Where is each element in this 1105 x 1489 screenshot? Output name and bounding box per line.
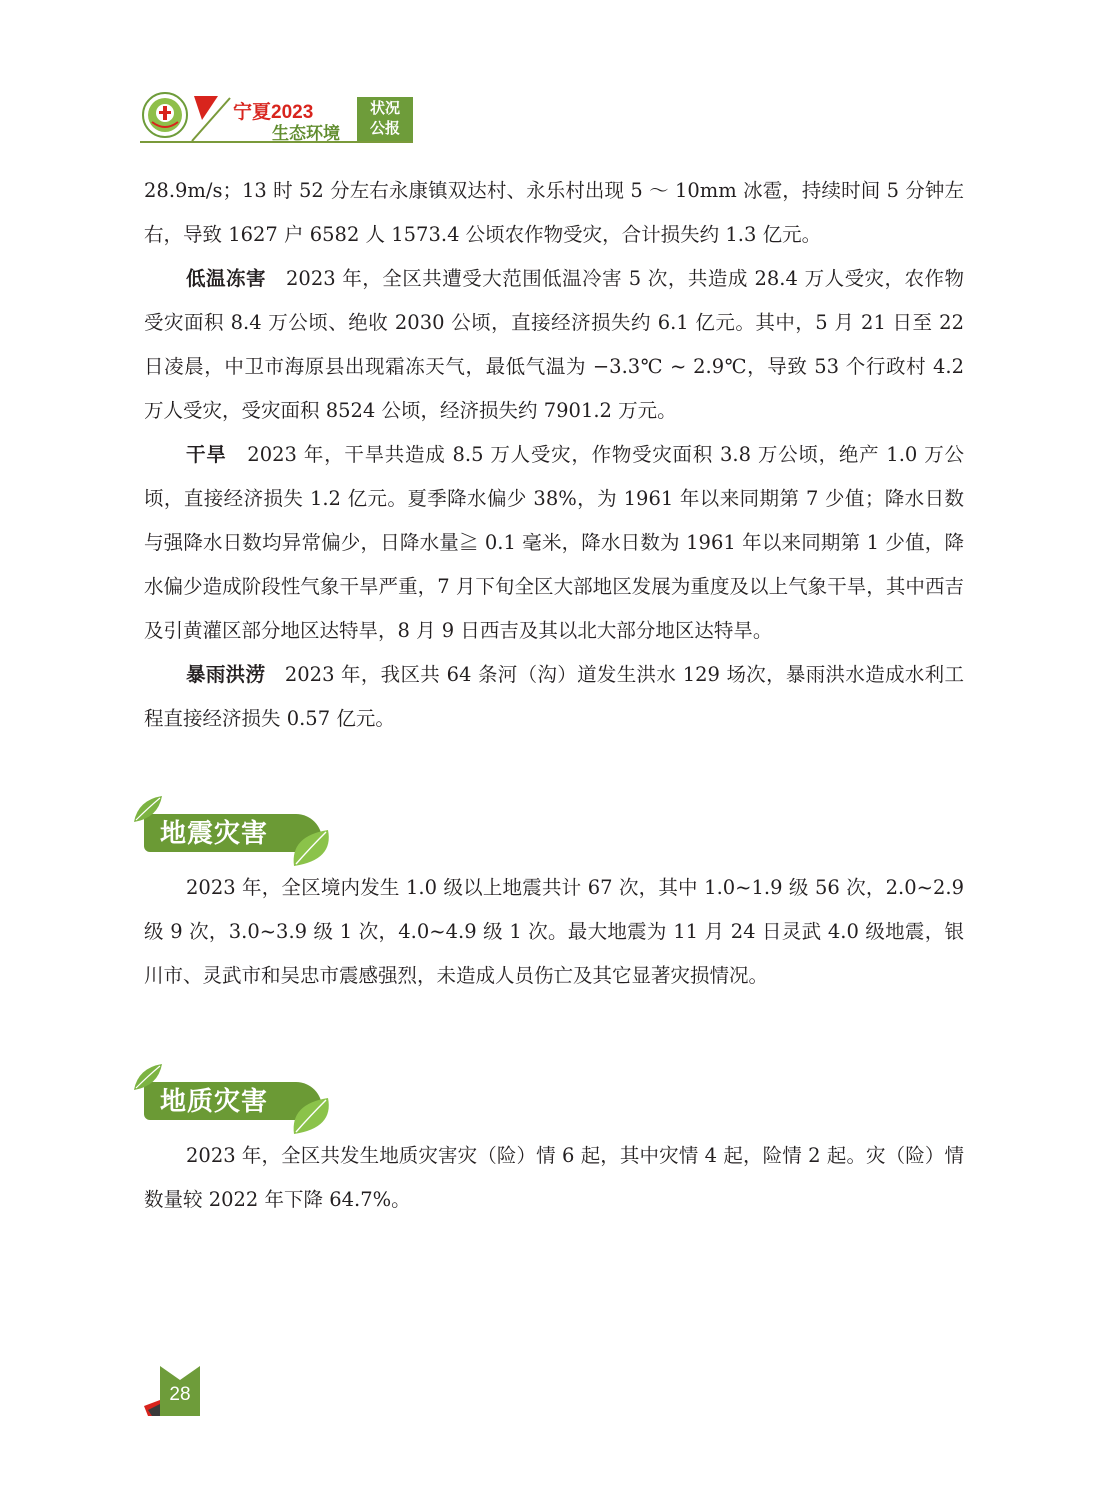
section-title-text: 地震灾害 [160, 818, 269, 848]
page-number: 28 [169, 1384, 191, 1405]
paragraph-frost [144, 257, 964, 433]
section-title-earthquake [132, 808, 342, 852]
header-title-year: 宁夏2023 [233, 102, 314, 123]
paragraph-drought [144, 433, 964, 653]
header-box-line2: 公报 [369, 120, 400, 137]
header-report-box [357, 97, 413, 141]
emblem-logo-icon [142, 92, 188, 138]
header-title-subject: 生态环境 [272, 124, 340, 143]
paragraph-flood [144, 653, 964, 741]
keyword-frost: 低温冻害 [186, 268, 266, 290]
paragraph-drought-text: 2023 年，干旱共造成 8.5 万人受灾，作物受灾面积 3.8 万公顷，绝产 1.0 万公顷，直接经济损失 1.2 亿元。夏季降水偏少 38%，为 1961 年以来同期第 7 少值；降水日数与强降水日数均异常偏少，日降水量≧ 0.1 毫米，降水日数为 1961 年以来同期第 1 少值，降水偏少造成阶段性气象干旱严重，7 月下旬全区大部地区发展为重度及以上气象干旱，其中西吉及引黄灌区部分地区达特旱，8 月 9 日西吉及其以北大部分地区达特旱。 [144, 443, 964, 642]
leaf-icon [288, 826, 336, 870]
paragraph-hail: 28.9m/s；13 时 52 分左右永康镇双达村、永乐村出现 5 ～ 10mm 冰雹，持续时间 5 分钟左右，导致 1627 户 6582 人 1573.4 公顷农作物受灾，合计损失约 1.3 亿元。 [144, 179, 964, 246]
header-box-line1: 状况 [369, 100, 400, 117]
keyword-drought: 干旱 [186, 444, 227, 466]
section-title-geology [132, 1076, 342, 1120]
leaf-icon [288, 1094, 336, 1138]
paragraph-geology: 2023 年，全区共发生地质灾害灾（险）情 6 起，其中灾情 4 起，险情 2 起。灾（险）情数量较 2022 年下降 64.7%。 [144, 1144, 964, 1211]
section-title-text: 地质灾害 [160, 1086, 269, 1116]
paragraph-earthquake: 2023 年，全区境内发生 1.0 级以上地震共计 67 次，其中 1.0~1.9 级 56 次，2.0~2.9 级 9 次，3.0~3.9 级 1 次，4.0~4.9 级 1 次。最大地震为 11 月 24 日灵武 4.0 级地震，银川市、灵武市和吴忠市震感强烈，未造成人员伤亡及其它显著灾损情况。 [144, 876, 964, 987]
paragraph-flood-text: 2023 年，我区共 64 条河（沟）道发生洪水 129 场次，暴雨洪水造成水利工程直接经济损失 0.57 亿元。 [144, 663, 964, 730]
paragraph-frost-text: 2023 年，全区共遭受大范围低温冷害 5 次，共造成 28.4 万人受灾，农作物受灾面积 8.4 万公顷、绝收 2030 公顷，直接经济损失约 6.1 亿元。其中，5 月 21 日至 22 日凌晨，中卫市海原县出现霜冻天气，最低气温为 −3.3℃ ~ 2.9℃，导致 53 个行政村 4.2 万人受灾，受灾面积 8524 公顷，经济损失约 7901.2 万元。 [144, 267, 964, 422]
keyword-flood: 暴雨洪涝 [186, 664, 266, 686]
header-red-chevron-icon [190, 96, 232, 142]
